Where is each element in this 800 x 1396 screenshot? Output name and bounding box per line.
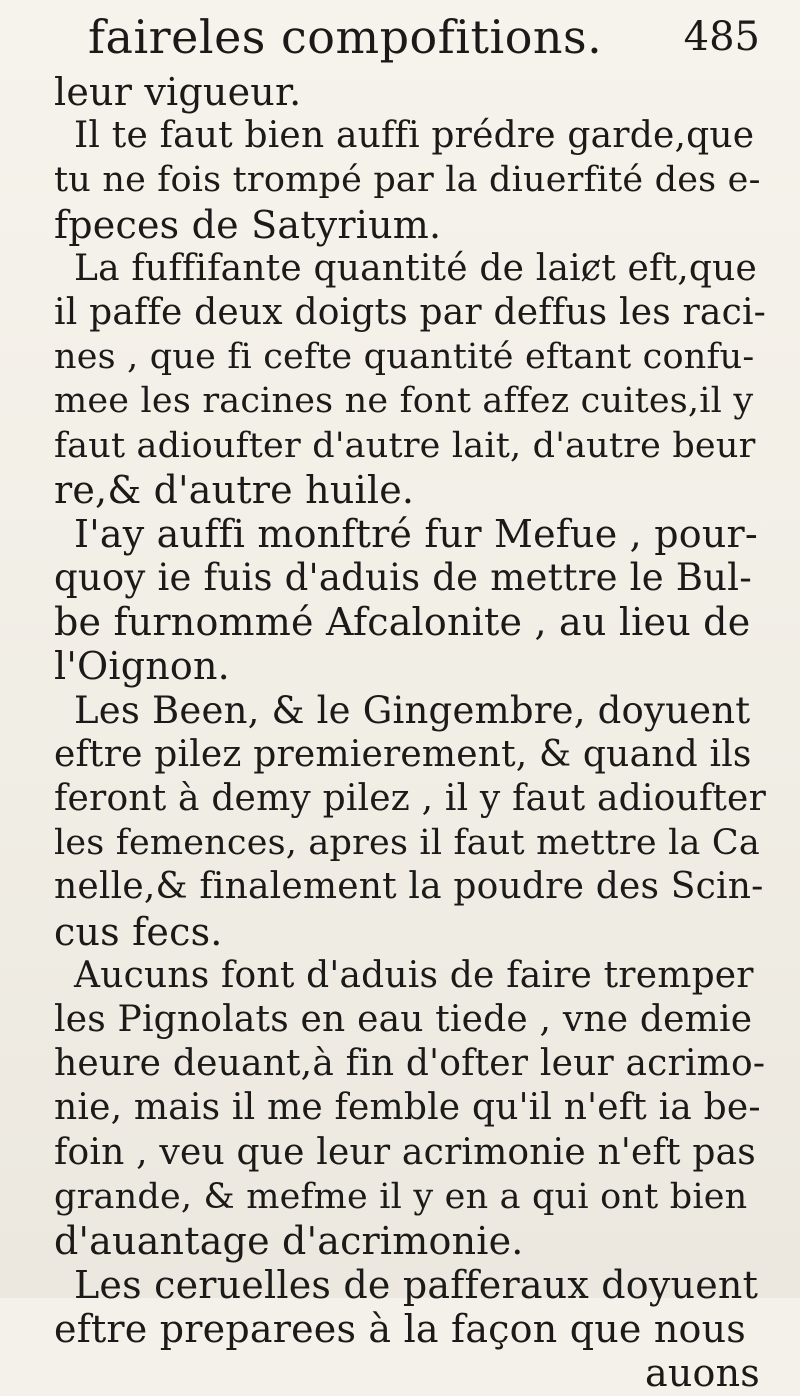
text-line: les femences, apres il faut mettre la Ca — [54, 823, 760, 864]
text-line: Il te faut bien auffi prédre garde,que — [74, 115, 755, 157]
text-line: d'auantage d'acrimonie. — [54, 1218, 524, 1263]
text-line: Les Been, & le Gingembre, doyuent — [74, 688, 751, 732]
page-number: 485 — [683, 14, 760, 60]
text-line: nie, mais il me femble qu'il n'eft ia be- — [54, 1087, 761, 1129]
text-line: il paffe deux doigts par deffus les raci- — [54, 291, 767, 333]
text-line: I'ay auffi monftré fur Mefue , pour- — [74, 511, 758, 556]
text-line: nes , que fi cefte quantité eftant confu- — [54, 337, 755, 378]
text-line: be furnommé Afcalonite , au lieu de — [54, 600, 751, 645]
text-body — [54, 70, 766, 1396]
catchword: auons — [645, 1351, 760, 1396]
running-head: faireles compofitions. — [88, 10, 603, 64]
text-line: nelle,& finalement la poudre des Scin- — [54, 866, 764, 908]
text-line: faut adioufter d'autre lait, d'autre beur — [54, 425, 756, 466]
page-header — [88, 6, 760, 68]
text-line: heure deuant,à fin d'ofter leur acrimo- — [54, 1043, 766, 1085]
text-line: fpeces de Satyrium. — [54, 202, 442, 247]
text-line: eftre pilez premierement, & quand ils — [54, 733, 752, 775]
text-line: quoy ie fuis d'aduis de mettre le Bul- — [54, 556, 752, 600]
text-line: Aucuns font d'aduis de faire tremper — [74, 954, 754, 996]
text-line: l'Oignon. — [54, 644, 230, 689]
text-line: leur vigueur. — [54, 70, 302, 114]
text-line: feront à demy pilez , il y faut adioufter — [54, 778, 766, 819]
text-line: eftre preparees à la façon que nous — [54, 1307, 746, 1352]
text-line: Les ceruelles de pafferaux doyuent — [74, 1263, 759, 1308]
text-line: cus fecs. — [54, 909, 223, 954]
text-line: tu ne fois trompé par la diuerfité des e- — [54, 160, 761, 201]
text-line: La fuffifante quantité de laiȼt eft,que — [74, 247, 757, 289]
text-line: les Pignolats en eau tiede , vne demie — [54, 998, 753, 1040]
text-line: foin , veu que leur acrimonie n'eft pas — [54, 1131, 756, 1173]
text-line: mee les racines ne font affez cuites,il y — [54, 381, 754, 422]
text-line: grande, & mefme il y en a qui ont bien — [54, 1176, 748, 1217]
text-line: re,& d'autre huile. — [54, 467, 415, 512]
